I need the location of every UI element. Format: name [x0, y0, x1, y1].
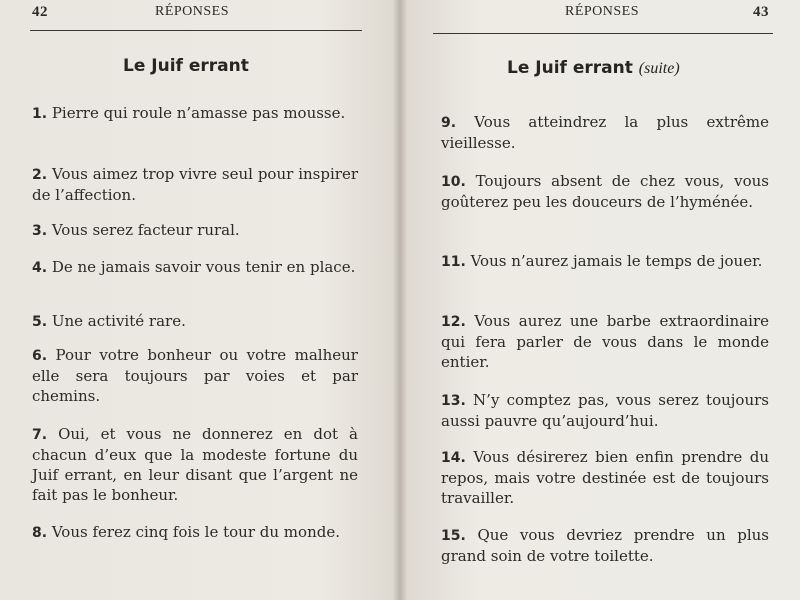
entry-text: Oui, et vous ne donnerez en dot à chacun d’eux que la modeste fortune du Juif errant, en leur disant que l’argent ne fait pas le bonheur.	[32, 425, 358, 504]
entry-number: 4.	[32, 260, 48, 276]
right-page-number: 43	[753, 4, 769, 20]
answer-entry	[441, 112, 769, 153]
entry-number: 1.	[32, 106, 48, 122]
right-page-title	[507, 58, 680, 78]
entry-number: 12.	[441, 314, 466, 330]
right-title-suffix: (suite)	[638, 60, 680, 77]
entry-number: 2.	[32, 167, 48, 183]
answer-entry	[441, 311, 769, 372]
left-page-number: 42	[32, 4, 48, 20]
answer-entry	[441, 251, 769, 272]
answer-entry	[32, 257, 358, 278]
entry-text: Toujours absent de chez vous, vous goûterez peu les douceurs de l’hyménée.	[441, 172, 769, 211]
entry-number: 14.	[441, 450, 466, 466]
right-running-head: RÉPONSES	[565, 4, 640, 19]
left-page-title: Le Juif errant	[123, 56, 249, 76]
left-page	[0, 0, 395, 600]
entry-number: 13.	[441, 393, 466, 409]
answer-entry	[441, 447, 769, 508]
entry-number: 3.	[32, 223, 48, 239]
answer-entry	[441, 171, 769, 212]
entry-text: Vous serez facteur rural.	[51, 221, 240, 239]
entry-text: Vous désirerez bien enfin prendre du repos, mais votre destinée est de toujours travailler.	[441, 448, 769, 507]
entry-text: De ne jamais savoir vous tenir en place.	[51, 258, 356, 276]
answer-entry	[32, 311, 358, 332]
entry-number: 10.	[441, 174, 466, 190]
entry-text: Vous n’aurez jamais le temps de jouer.	[470, 252, 763, 270]
entry-text: Une activité rare.	[51, 312, 186, 330]
answer-entry	[441, 525, 769, 566]
entry-number: 8.	[32, 525, 48, 541]
entry-number: 9.	[441, 115, 457, 131]
entry-number: 6.	[32, 348, 48, 364]
answer-entry	[32, 103, 358, 124]
entry-number: 7.	[32, 427, 48, 443]
entry-text: Vous ferez cinq fois le tour du monde.	[51, 523, 340, 541]
left-running-head: RÉPONSES	[155, 4, 230, 19]
entry-number: 11.	[441, 254, 466, 270]
answer-entry	[32, 522, 358, 543]
entry-text: Vous aimez trop vivre seul pour inspirer de l’affection.	[32, 165, 358, 204]
entry-text: Vous atteindrez la plus extrême vieillesse.	[441, 113, 769, 152]
entry-number: 15.	[441, 528, 466, 544]
entry-text: Pour votre bonheur ou votre malheur elle sera toujours par voies et par chemins.	[32, 346, 358, 405]
left-header-rule	[30, 30, 362, 31]
entry-text: Vous aurez une barbe extraordinaire qui fera parler de vous dans le monde entier.	[441, 312, 769, 371]
answer-entry	[32, 424, 358, 505]
right-page	[405, 0, 800, 600]
answer-entry	[32, 164, 358, 205]
answer-entry	[32, 220, 358, 241]
answer-entry	[441, 390, 769, 431]
entry-text: N’y comptez pas, vous serez toujours aussi pauvre qu’aujourd’hui.	[441, 391, 769, 430]
answer-entry	[32, 345, 358, 406]
entry-text: Pierre qui roule n’amasse pas mousse.	[51, 104, 346, 122]
entry-text: Que vous devriez prendre un plus grand soin de votre toilette.	[441, 526, 769, 565]
entry-number: 5.	[32, 314, 48, 330]
right-header-rule	[433, 33, 773, 34]
right-title-text: Le Juif errant	[507, 58, 633, 78]
